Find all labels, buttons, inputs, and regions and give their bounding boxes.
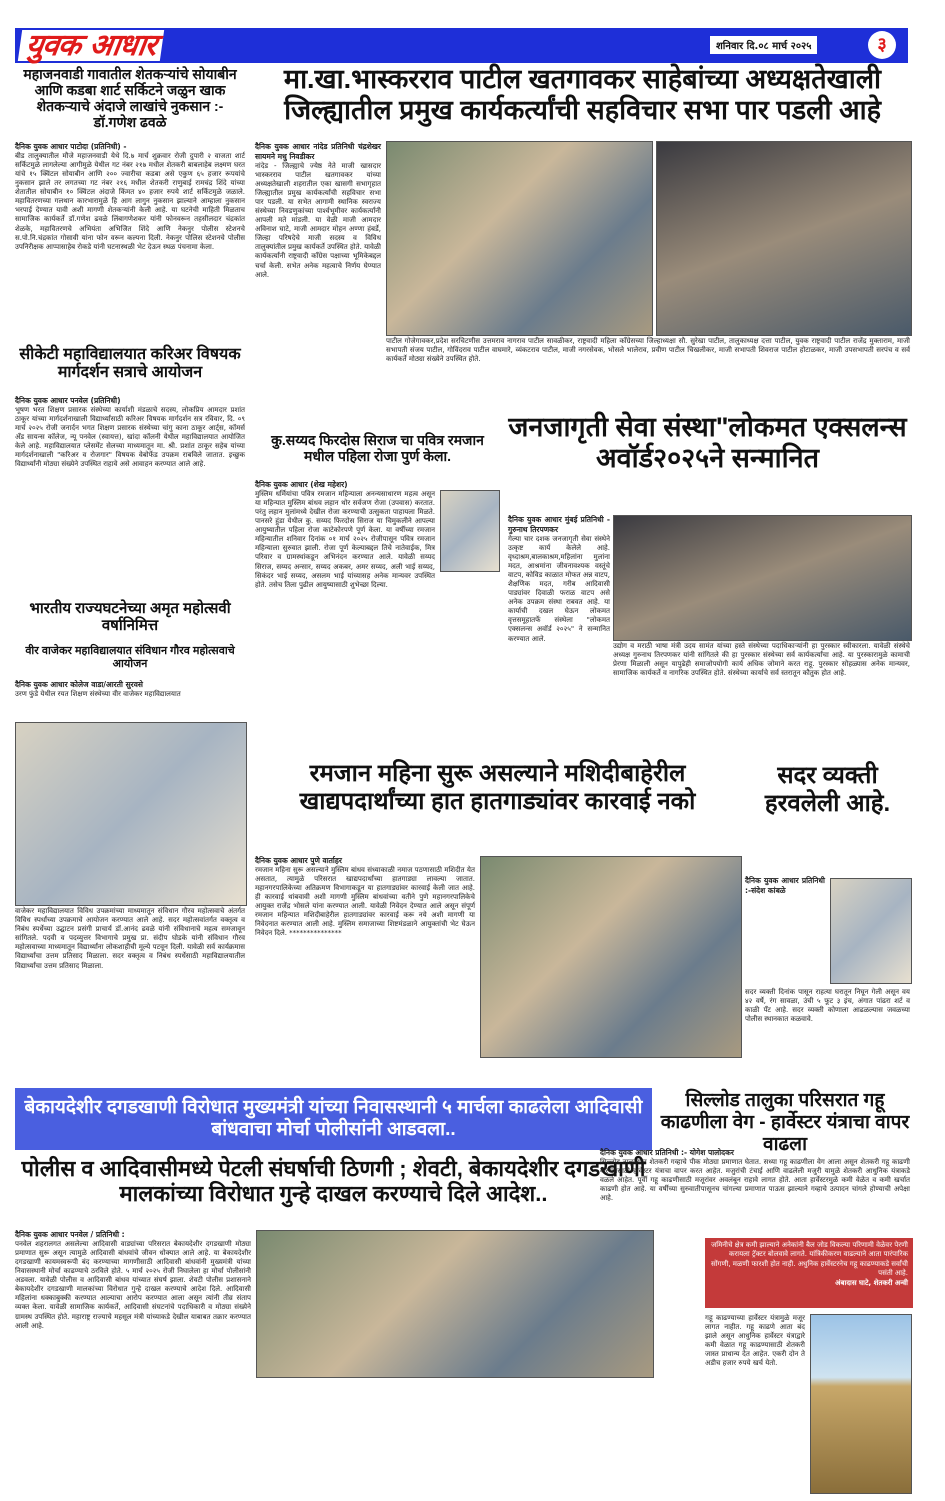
article-headline: रमजान महिना सुरू असल्याने मशिदीबाहेरील खाद्यपदार्थांच्या हात हातगाड्यांवर कारवाई नको <box>299 760 696 815</box>
article-headline: सिल्लोड तालुका परिसरात गहू काढणीला वेग - हार्वेस्टर यंत्राचा वापर वाढला <box>660 1090 910 1155</box>
article-text: उद्योग व मराठी भाषा मंत्री उदय सामंत यांच्या हस्ते संस्थेच्या पदाधिकाऱ्यांनी हा पुरस्कार स्वीकारला. यावेळी संस्थेचे अध्यक्ष गुरुनाथ तिरपणकर यांनी सांगितले की हा पुरस्कार संस्थेच्या सर्व कार्यकर्त्यांचा आहे. या पुरस्कारामुळे कामाची प्रेरणा मिळाली असून यापुढेही समाजोपयोगी कार्य अधिक जोमाने करत राहू. पुरस्कार सोहळ्यास अनेक मान्यवर, सामाजिक कार्यकर्ते व नागरिक उपस्थित होते. संस्थेच्या कार्याचे सर्व स्तरातून कौतुक होत आहे. <box>613 642 910 678</box>
quote-author: अंबादास घाटे, शेतकरी अन्वी <box>835 1278 908 1287</box>
photo-wheat-harvester <box>810 1314 912 1494</box>
article-headline: पोलीस व आदिवासीमध्ये पेटली संघर्षाची ठिणगी ; शेवटी, बेकायदेशीर दगडखाणी मालकांच्या विरोधात गुन्हे दाखल करण्याचे दिले आदेश.. <box>21 1156 646 1207</box>
photo-college-event <box>15 722 247 906</box>
article-body <box>15 680 245 720</box>
article-body <box>745 876 825 986</box>
page-number: ३ <box>868 31 896 59</box>
article-body <box>255 480 435 750</box>
article-body <box>600 1148 910 1236</box>
byline: दैनिक युवक आधार पुणे वार्ताहर <box>255 856 342 865</box>
byline: दैनिक युवक आधार पनवेल (प्रतिनिधी) <box>15 396 121 405</box>
article-text: नांदेड - जिल्ह्याचे ज्येष्ठ नेते माजी खासदार भास्करराव पाटील खतगावकर यांच्या अध्यक्षतेखाली शहरातील एका खासगी सभागृहात जिल्ह्यातील प्रमुख कार्यकर्त्यांची सहविचार सभा पार पडली. या सभेत आगामी स्थानिक स्वराज्य संस्थेच्या निवडणुकांच्या पार्श्वभूमीवर कार्यकर्त्यांनी आपली मते मांडली. या वेळी माजी आमदार अविनाश घाटे, माजी आमदार मोहन अण्णा हंबर्डे, जिल्हा परिषदेचे माजी सदस्य व विविध तालुक्यांतील प्रमुख कार्यकर्ते उपस्थित होते. यावेळी कार्यकर्त्यांनी राष्ट्रवादी काँग्रेस पक्षाच्या भूमिकेबद्दल चर्चा केली. सभेत अनेक महत्वाचे निर्णय घेण्यात आले. <box>255 161 381 279</box>
article-text: पनवेल शहरालगत असलेल्या आदिवासी वाड्यांच्या परिसरात बेकायदेशीर दगडखाणी मोठ्या प्रमाणात सुरू असून त्यामुळे आदिवासी बांधवांचे जीवन धोक्यात आले आहे. या बेकायदेशीर दगडखाणी कायमस्वरूपी बंद करण्याच्या मागणीसाठी आदिवासी बांधवांनी मुख्यमंत्री यांच्या निवासस्थानी मोर्चा काढण्याचे ठरविले होते. ५ मार्च २०२५ रोजी निघालेला हा मोर्चा पोलीसांनी अडवला. यावेळी पोलीस व आदिवासी बांधव यांच्यात संघर्ष झाला. शेवटी पोलीस प्रशासनाने बेकायदेशीर दगडखाणी मालकांच्या विरोधात गुन्हे दाखल करण्याचे आदेश दिले. आदिवासी महिलांना धक्काबुक्की करण्यात आल्याचा आरोप करण्यात आला असून त्यांनी तीव्र संताप व्यक्त केला. यावेळी सामाजिक कार्यकर्ते, आदिवासी संघटनांचे पदाधिकारी व मोठ्या संख्येने ग्रामस्थ उपस्थित होते. महाराष्ट्र राज्याचे महसूल मंत्री यांच्याकडे देखील याबाबत तक्रार करण्यात आली आहे. <box>15 1239 251 1330</box>
article-text: रमजान महिना सुरू असल्याने मुस्लिम बांधव संध्याकाळी नमाज पठणासाठी मशिदीत येत असतात, त्यामुळे परिसरात खाद्यपदार्थांच्या हातगाड्या लावल्या जातात. महानगरपालिकेच्या अतिक्रमण विभागाकडून या हातगाड्यांवर कारवाई केली जात आहे. ही कारवाई थांबवावी अशी मागणी मुस्लिम बांधवांच्या वतीने पुणे महानगरपालिकेचे आयुक्त राजेंद्र भोसले यांना करण्यात आली. यावेळी निवेदन देण्यात आले असून संपूर्ण रमजान महिन्यात मशिदीबाहेरील हातगाड्यांवर कारवाई करू नये अशी मागणी या निवेदनात करण्यात आली आहे. मुस्लिम समाजाच्या शिष्टमंडळाने आयुक्तांची भेट घेऊन निवेदन दिले. *************** <box>255 865 475 938</box>
issue-date: शनिवार दि.०८ मार्च २०२५ <box>710 36 817 54</box>
article-body <box>15 396 245 596</box>
article-headline: महाजनवाडी गावातील शेतकऱ्यांचे सोयाबीन आणि कडबा शार्ट सर्किटने जळुन खाक शेतकऱ्याचे अंदाजे लाखांचे नुकसान :- डॉ.गणेश ढवळे <box>23 66 237 131</box>
photo-meeting-group <box>656 141 912 336</box>
article-subhead: वीर वाजेकर महाविद्यालयात संविधान गौरव महोत्सवाचे आयोजन <box>25 645 235 670</box>
photo-memorandum-handover <box>480 856 742 1058</box>
article-text: भूषण भरत शिक्षण प्रसारक संस्थेच्या कार्याशी मंडळाचे सदस्य, लोकप्रिय आमदार प्रशांत ठाकूर यांच्या मार्गदर्शनाखाली विद्यार्थ्यांसाठी करिअर विषयक मार्गदर्शन सत्र रविवार, दि. ०९ मार्च २०२५ रोजी जनार्दन भगत शिक्षण प्रसारक संस्थेच्या चांगु काना ठाकूर आर्ट्स, कॉमर्स अँड सायन्स कॉलेज, न्यू पनवेल (स्वायत्त), खांदा कॉलनी येथील महाविद्यालयात आयोजित केले आहे. महाविद्यालयात प्लेसमेंट सेलच्या माध्यमातून मा. श्री. प्रशांत ठाकूर सहेब यांच्या मार्गदर्शनाखाली "करिअर व रोजगार" विषयक वेबोर्फेड उपक्रम राबविले जातात. इच्छुक विद्यार्थ्यांनी मोठ्या संख्येने उपस्थित राहावे असे आवाहन करण्यात आले आहे. <box>15 405 245 469</box>
article-headline: सीकेटी महाविद्यालयात करिअर विषयक मार्गदर्शन सत्राचे आयोजन <box>19 346 241 382</box>
article-text: सिल्लोड तालुक्यात शेतकरी गव्हाचे पीक मोठ्या प्रमाणात घेतात. सध्या गहू काढणीला वेग आला असून शेतकरी गहू काढणी करण्यासाठी हार्वेस्टर यंत्राचा वापर करत आहेत. मजुरांची टंचाई आणि वाढलेली मजुरी यामुळे शेतकरी आधुनिक यंत्राकडे वळले आहेत. पूर्वी गहू काढणीसाठी मजूरांवर अवलंबून राहावे लागत होते. आता हार्वेस्टरमुळे कमी वेळेत व कमी खर्चात काढणी होत आहे. या वर्षीच्या सुरुवातीपासूनच चांगल्या प्रमाणात पाऊस झाल्याने गव्हाचे उत्पादन चांगले होण्याची अपेक्षा आहे. <box>600 1157 910 1203</box>
byline: दैनिक युवक आधार प्रतिनिधी :- योगेश पालोदकर <box>600 1148 734 1157</box>
banner-headline: बेकायदेशीर दगडखाणी विरोधात मुख्यमंत्री यांच्या निवासस्थानी ५ मार्चला काढलेला आदिवासी बांधवाचा मोर्चा पोलीसांनी आडवला.. <box>15 1088 652 1150</box>
byline: दैनिक युवक आधार नांदेड प्रतिनिधी चंद्रशेखर सायमने मधु निवडीकर <box>255 142 381 161</box>
article-headline: भारतीय राज्यघटनेच्या अमृत महोत्सवी वर्षानिमित्त <box>29 600 231 635</box>
article-text: मुस्लिम धर्मियांचा पवित्र रमजान महिन्याला अनन्यसाधारण महत्व असून या महिन्यात मुस्लिम बांधव लहान थोर सर्वजण रोजा (उपवास) करतात. परंतु लहान मुलांमध्ये देखील रोजा करण्याची उत्सुकता पाहायला मिळते. पानसरे हुंडा येथील कु. सय्यद फिरदोस सिराज या चिमुकलीने आपल्या आयुष्यातील पहिला रोजा काटेकोरपणे पूर्ण केला. या वर्षीच्या रमजान महिन्यातील शनिवार दिनांक ०१ मार्च २०२५ रोजीपासून पवित्र रमजान महिन्याला सुरुवात झाली. रोजा पूर्ण केल्याबद्दल तिचे नातेवाईक, मित्र परिवार व ग्रामस्थांकडून अभिनंदन करण्यात आले. यावेळी सय्यद सिराज, सय्यद अन्सार, सय्यद अकबर, अमर सय्यद, अली भाई सय्यद, सिकंदर भाई सय्यद, असलम भाई यांच्यासह अनेक मान्यवर उपस्थित होते. तसेच तिला पुढील आयुष्यासाठी शुभेच्छा दिल्या. <box>255 489 435 589</box>
article-text: वाजेकर महाविद्यालयात विविध उपक्रमांच्या माध्यमातून संविधान गौरव महोत्सवाचे अंतर्गत विविध स्पर्धांच्या उपक्रमाचे आयोजन करण्यात आले आहे. सदर महोत्सवांतर्गत वक्तृत्व व निबंध स्पर्धेच्या उद्घाटन प्रसंगी प्राचार्य डॉ.आनंद ढवळे यांनी संविधानाचे महत्व समजावून सांगितले. पदवी व पदव्युत्तर विभागाचे प्रमुख प्रा. संदीप घोडके यांनी संविधान गौरव महोत्सवाच्या माध्यमातून विद्यार्थ्यांना लोकशाहीची मूल्ये पटवून दिली. यावेळी सर्व कार्यक्रमास विद्यार्थ्यांचा उत्तम प्रतिसाद मिळाला. सदर वक्तृत्व व निबंध स्पर्धेसाठी महाविद्यालयातील विद्यार्थ्यांचा उत्तम प्रतिसाद मिळाला. <box>15 907 245 970</box>
byline: दैनिक युवक आधार कोलेज वाडा/आरती सुरवसे <box>15 680 143 689</box>
byline: दैनिक युवक आधार (शेख महेशर) <box>255 480 348 489</box>
farmer-quote-box <box>705 1238 913 1308</box>
lead-headline: मा.खा.भास्करराव पाटील खतगावकर साहेबांच्या अध्यक्षतेखाली जिल्ह्यातील प्रमुख कार्यकर्त्यांची सहविचार सभा पार पडली आहे <box>283 64 882 126</box>
article-headline: सदर व्यक्ती हरवलेली आहे. <box>764 762 891 817</box>
article-body <box>15 1230 251 1495</box>
photo-tribal-protest <box>256 1230 654 1378</box>
article-body <box>15 142 245 342</box>
article-headline: कु.सय्यद फिरदोस सिराज चा पवित्र रमजान मधील पहिला रोजा पुर्ण केला. <box>271 432 484 465</box>
newspaper-logo: युवक आधार <box>18 30 164 61</box>
article-body <box>508 515 610 750</box>
article-text: गेल्या चार दशक जनजागृती सेवा संस्थेने उत्कृष्ट कार्य केलेले आहे. वृध्दाश्रम,बालकाश्रम,महिलांना मुलांना मदत, आश्रमांना जीवनावश्यक वस्तूंचे वाटप, कोविड काळात मोफत अन्न वाटप, शैक्षणिक मदत, गरीब आदिवासी पाड्यांवर दिवाळी फराळ वाटप असे अनेक उपक्रम संस्था राबवत आहे. या कार्याची दखल घेऊन लोकमत वृत्तसमूहातर्फे संस्थेला "लोकमत एक्सलन्स अवॉर्ड २०२५" ने सन्मानित करण्यात आले. <box>508 534 610 643</box>
article-body <box>255 856 475 1066</box>
byline: दैनिक युवक आधार पाटोदा (प्रतिनिधी) - <box>15 142 127 151</box>
photo-award-ceremony <box>613 515 912 641</box>
article-text: गहू काढण्याच्या हार्वेस्टर यंत्रामुळे मजूर लागत नाहीत. गहू काढणे आता बंद झाले असून आधुनिक हार्वेस्टर यंत्राद्वारे कमी वेळात गहू काढण्यासाठी शेतकरी जास्त प्राधान्य देत आहेत. एकरी दोन ते अडीच हजार रुपये खर्च येतो. <box>705 1314 805 1368</box>
quote-text: जमिनीचे क्षेत्र कमी झाल्याने अनेकांनी बैल जोड विकल्या परिणामी वेळेवर पेरणी करायला ट्रॅक्टर बोलवावे लागते. यांत्रिकीकरण वाढल्याने आता पारंपारिक सोंगणी, मळणी फारशी होत नाही. अधुनिक हार्वेस्टरनेच गहू काढण्याकडे सर्वांची पसंती आहे. <box>710 1241 908 1278</box>
article-text: बीड तालुक्यातील मौजे महाजनवाडी येथे दि.७ मार्च शुक्रवार रोजी दुपारी २ वाजता शार्ट सर्किटमुळे लागलेल्या आगीमुळे येथील गट नंबर २१७ मधील शेतकरी बाबलाहेब लक्ष्मण घरत यांचे १५ क्विंटल सोयाबीन आणि २०० ज्वारीचा कडबा असे एकुण ६५ हजार रूपयांचे नुकसान झाले तर लगतच्या गट नंबर २१६ मधील शेतकरी राणुबाई रामचंद्र शिंदे यांच्या शेतातील सोयाबीन १० क्विंटल अंदाजे किंमत ४० हजार रुपये शार्ट सर्किटमुळे जळाले. महावितरणच्या गलथान कारभारामुळे हि आग लागुन नुकसान झाल्याने आम्हाला नुकसान भरपाई देण्यात यावी अशी मागणी शेतकऱ्यांनी केली आहे. या घटनेची माहिती मिळताच सामाजिक कार्यकर्ते डॉ.गणेश ढवळे लिंबागणेशकर यांनी फोनवरून तहसीलदार चंद्रकांत शेळके, महावितरणचे अभियंता अभिजित शिंदे आणि नेकनुर पोलीस स्टेशनचे स.पो.नि.चंद्रकांत गोसावी यांना फोन वरून कल्पना दिली. नेकनुर पोलिस स्टेशनचे पोलीस उपनिरीक्षक आप्पासाहेब रोकडे यांनी घटनास्थळी भेट देऊन स्थळ पंचनामा केला. <box>15 151 245 251</box>
byline: दैनिक युवक आधार पनवेल / प्रतिनिधी : <box>15 1230 125 1239</box>
photo-meeting-stage <box>386 141 653 336</box>
article-headline: जनजागृती सेवा संस्था"लोकमत एक्सलन्स अवॉर्ड२०२५ने सन्मानित <box>508 412 907 474</box>
article-text: सदर व्यक्ती दिनांक पासून राहत्या घरातून निघून गेली असून वय ४२ वर्षे, रंग सावळा, उंची ५ फूट ३ इंच, अंगात पांढरा शर्ट व काळी पँट आहे. सदर व्यक्ती कोणाला आढळल्यास जवळच्या पोलीस स्थानकात कळवावे. <box>745 988 910 1024</box>
article-text: उरण फुंडे येथील रयत शिक्षण संस्थेच्या वीर वाजेकर महाविद्यालयात <box>15 689 181 698</box>
byline: दैनिक युवक आधार प्रतिनिधी :-संदेश कांबळे <box>745 876 825 895</box>
byline: दैनिक युवक आधार मुंबई प्रतिनिधी - गुरुनाथ तिरपणकर <box>508 515 610 534</box>
photo-missing-person <box>830 878 912 984</box>
photo-caption: पाटील गोजेगावकर,प्रदेश सरचिटणीस उत्तमराव नागराव पाटील सावळीकर, राष्ट्रवादी महिला काँग्रेसच्या जिल्हाध्यक्षा सौ. सुरेखा पाटील, तालुकाध्यक्ष दत्ता पाटील, युवक राष्ट्रवादी पाटील राजेंद्र मुक्ताराम, माजी सभापती संजय पाटील, गोविंदराव पाटील वाघमारे, व्यंकटराव पाटील, माजी नगरसेवक, भोसले भालेराव, प्रवीण पाटील चिखलीकर, माजी सभापती शिवराज पाटील होटाळकर, माजी उपसभापती सरपंच व सर्व कार्यकर्ते मोठ्या संख्येने उपस्थित होते. <box>386 337 910 364</box>
photo-girl-portrait <box>440 490 500 572</box>
article-body <box>255 142 381 426</box>
